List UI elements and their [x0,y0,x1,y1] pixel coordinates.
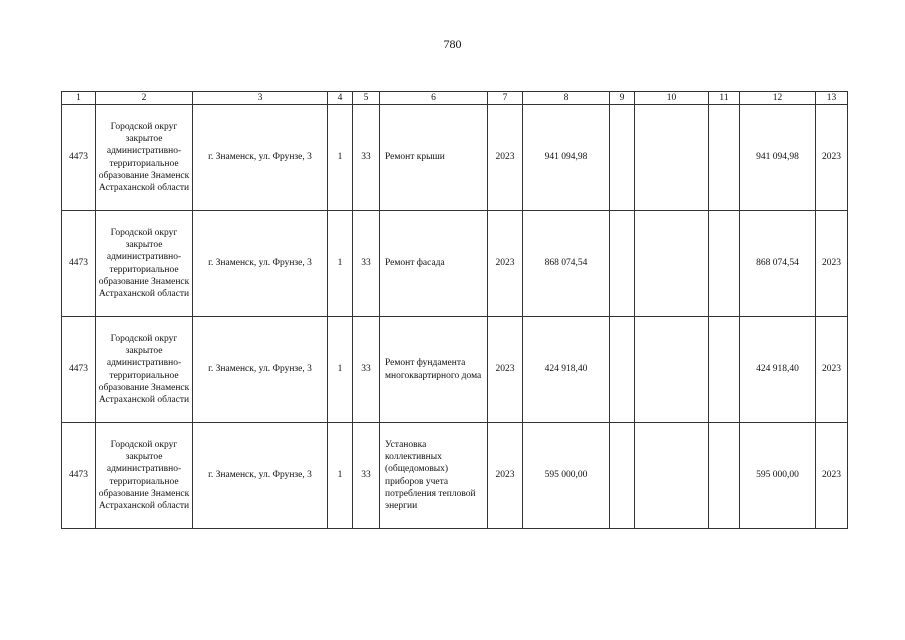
address-cell: г. Знаменск, ул. Фрунзе, 3 [193,423,328,529]
address-cell: г. Знаменск, ул. Фрунзе, 3 [193,105,328,211]
column-header: 9 [610,92,635,105]
header-row [62,92,848,105]
column-header: 4 [328,92,353,105]
col-12-cell: 868 074,54 [740,211,816,317]
year-cell: 2023 [488,211,523,317]
row-id: 4473 [62,211,96,317]
work-type-cell: Установка коллективных (общедомовых) приборов учета потребления тепловой энергии [380,423,488,529]
col-11-cell [709,211,740,317]
total-cost-cell: 868 074,54 [523,211,610,317]
col-9-cell [610,317,635,423]
col-5-cell: 33 [353,105,380,211]
col-13-cell: 2023 [816,105,848,211]
capital-repair-table [61,91,848,529]
work-type-cell: Ремонт фундамента многоквартирного дома [380,317,488,423]
municipality-cell: Городской округ закрытое административно-территориальное образование Знаменск Астраханской области [96,423,193,529]
table-row [62,105,848,211]
col-9-cell [610,105,635,211]
total-cost-cell: 595 000,00 [523,423,610,529]
address-cell: г. Знаменск, ул. Фрунзе, 3 [193,317,328,423]
column-header: 8 [523,92,610,105]
table-row [62,423,848,529]
year-cell: 2023 [488,317,523,423]
column-header: 6 [380,92,488,105]
col-4-cell: 1 [328,211,353,317]
col-5-cell: 33 [353,211,380,317]
col-5-cell: 33 [353,423,380,529]
col-5-cell: 33 [353,317,380,423]
municipality-cell: Городской округ закрытое административно-территориальное образование Знаменск Астраханской области [96,317,193,423]
col-4-cell: 1 [328,105,353,211]
col-13-cell: 2023 [816,317,848,423]
year-cell: 2023 [488,105,523,211]
address-cell: г. Знаменск, ул. Фрунзе, 3 [193,211,328,317]
col-12-cell: 941 094,98 [740,105,816,211]
col-12-cell: 424 918,40 [740,317,816,423]
col-13-cell: 2023 [816,211,848,317]
row-id: 4473 [62,105,96,211]
municipality-cell: Городской округ закрытое административно-территориальное образование Знаменск Астраханской области [96,211,193,317]
column-header: 3 [193,92,328,105]
total-cost-cell: 941 094,98 [523,105,610,211]
row-id: 4473 [62,423,96,529]
col-11-cell [709,423,740,529]
col-9-cell [610,423,635,529]
work-type-cell: Ремонт крыши [380,105,488,211]
col-10-cell [635,423,709,529]
year-cell: 2023 [488,423,523,529]
column-header: 11 [709,92,740,105]
column-header: 12 [740,92,816,105]
row-id: 4473 [62,317,96,423]
column-header: 5 [353,92,380,105]
column-header: 7 [488,92,523,105]
work-type-cell: Ремонт фасада [380,211,488,317]
col-12-cell: 595 000,00 [740,423,816,529]
municipality-cell: Городской округ закрытое административно-территориальное образование Знаменск Астраханской области [96,105,193,211]
column-header: 1 [62,92,96,105]
col-9-cell [610,211,635,317]
col-11-cell [709,105,740,211]
table-row [62,211,848,317]
page-number: 780 [443,37,462,51]
col-10-cell [635,105,709,211]
col-4-cell: 1 [328,423,353,529]
table-row [62,317,848,423]
total-cost-cell: 424 918,40 [523,317,610,423]
column-header: 10 [635,92,709,105]
column-header: 2 [96,92,193,105]
col-13-cell: 2023 [816,423,848,529]
col-10-cell [635,211,709,317]
col-4-cell: 1 [328,317,353,423]
col-10-cell [635,317,709,423]
col-11-cell [709,317,740,423]
column-header: 13 [816,92,848,105]
